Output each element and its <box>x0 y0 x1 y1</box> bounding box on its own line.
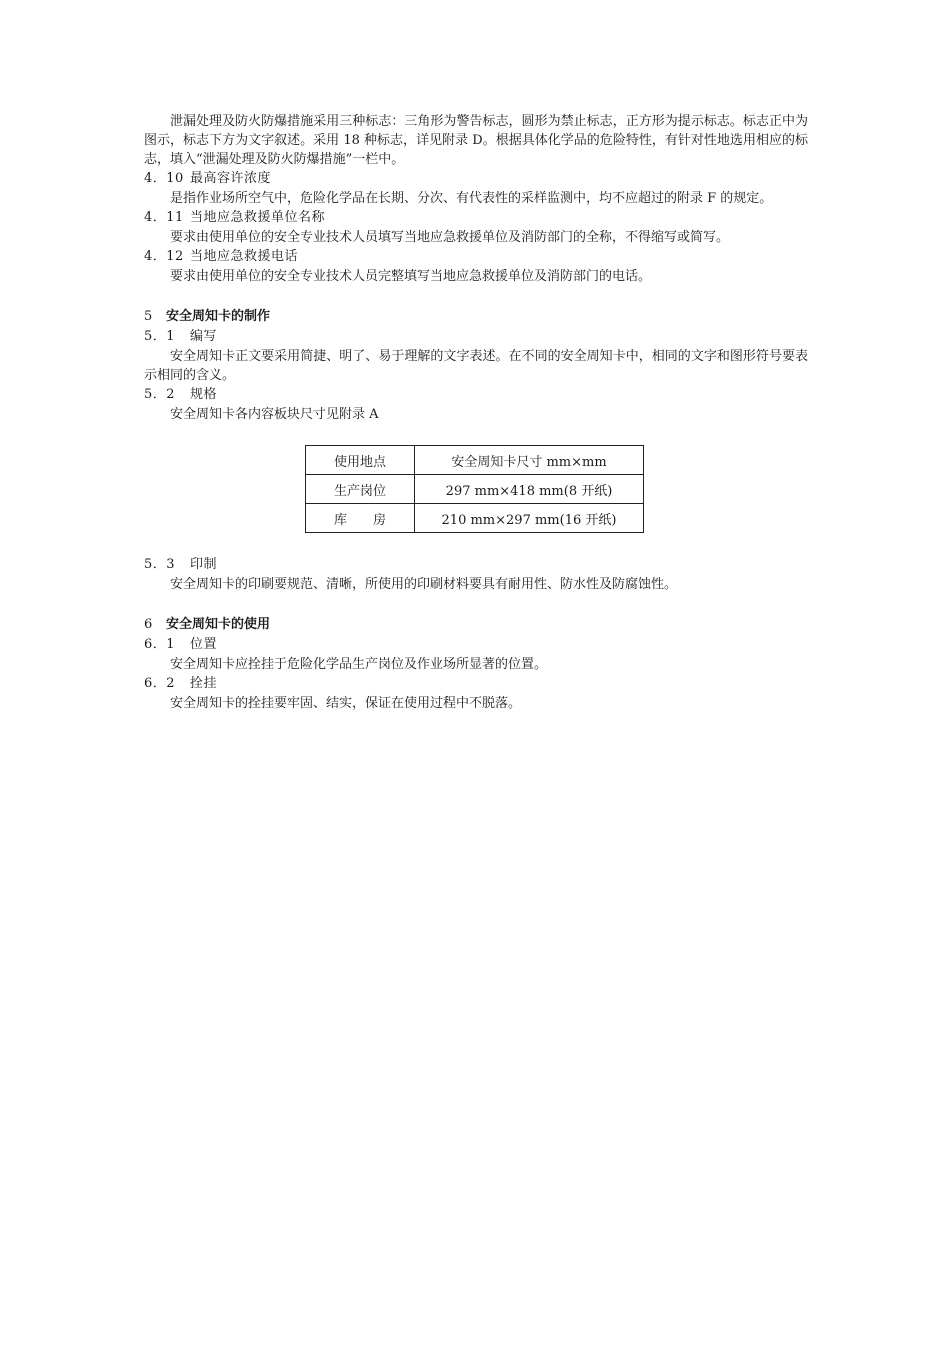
paragraph-5-2: 安全周知卡各内容板块尺寸见附录 A <box>170 407 379 422</box>
paragraph-4-12: 要求由使用单位的安全专业技术人员完整填写当地应急救援单位及消防部门的电话。 <box>170 269 652 284</box>
subsection-title: 位置 <box>190 637 218 652</box>
paragraph-4-11: 要求由使用单位的安全专业技术人员填写当地应急救援单位及消防部门的全称，不得缩写或简写。 <box>170 230 730 245</box>
paragraph-5-3: 安全周知卡的印刷要规范、清晰，所使用的印刷材料要具有耐用性、防水性及防腐蚀性。 <box>170 577 678 592</box>
subsection-5-2-heading <box>144 385 808 405</box>
subsection-number: 6．1 <box>144 637 176 652</box>
section-title: 安全周知卡的制作 <box>166 309 271 324</box>
subsection-title: 当地应急救援单位名称 <box>190 210 326 225</box>
table-cell: 210 mm×297 mm(16 开纸) <box>415 504 644 533</box>
subsection-4-11-heading <box>144 208 808 228</box>
subsection-title: 拴挂 <box>190 676 218 691</box>
paragraph-6-2: 安全周知卡的拴挂要牢固、结实，保证在使用过程中不脱落。 <box>170 696 522 711</box>
paragraph-4-10: 是指作业场所空气中，危险化学品在长期、分次、有代表性的采样监测中，均不应超过的附录 F 的规定。 <box>170 191 773 206</box>
subsection-4-12-heading <box>144 247 808 267</box>
paragraph-leak-signs: 泄漏处理及防火防爆措施采用三种标志：三角形为警告标志，圆形为禁止标志，正方形为提示标志。标志正中为图示，标志下方为文字叙述。采用 18 种标志，详见附录 D。根据具体化学品的危险特性，有针对性地选用相应的标志，填入“泄漏处理及防火防爆措施”一栏中。 <box>144 114 808 167</box>
subsection-6-2-heading <box>144 674 808 694</box>
paragraph-5-1: 安全周知卡正文要采用简捷、明了、易于理解的文字表述。在不同的安全周知卡中，相同的文字和图形符号要表示相同的含义。 <box>144 349 808 383</box>
subsection-number: 4．11 <box>144 210 184 225</box>
subsection-number: 5．3 <box>144 557 176 572</box>
subsection-5-1-heading <box>144 327 808 347</box>
table-cell: 297 mm×418 mm(8 开纸) <box>415 475 644 504</box>
table-cell: 库 房 <box>306 504 415 533</box>
section-number: 6 <box>144 617 153 632</box>
table-header-cell: 使用地点 <box>306 446 415 475</box>
subsection-4-10-heading <box>144 169 808 189</box>
subsection-number: 5．1 <box>144 329 176 344</box>
subsection-number: 5．2 <box>144 387 176 402</box>
subsection-title: 当地应急救援电话 <box>190 249 299 264</box>
subsection-5-3-heading <box>144 555 808 575</box>
subsection-number: 6．2 <box>144 676 176 691</box>
document-body <box>144 112 808 713</box>
section-5-heading <box>144 307 808 327</box>
table-header-row <box>306 446 644 475</box>
section-number: 5 <box>144 309 153 324</box>
subsection-title: 编写 <box>190 329 218 344</box>
section-6-heading <box>144 615 808 635</box>
subsection-title: 规格 <box>190 387 218 402</box>
subsection-title: 最高容许浓度 <box>190 171 272 186</box>
table-header-cell: 安全周知卡尺寸 mm×mm <box>415 446 644 475</box>
paragraph-6-1: 安全周知卡应拴挂于危险化学品生产岗位及作业场所显著的位置。 <box>170 657 548 672</box>
table-row <box>306 504 644 533</box>
table-row <box>306 475 644 504</box>
subsection-6-1-heading <box>144 635 808 655</box>
subsection-title: 印制 <box>190 557 218 572</box>
card-size-table <box>305 445 644 533</box>
table-cell: 生产岗位 <box>306 475 415 504</box>
subsection-number: 4．10 <box>144 171 184 186</box>
subsection-number: 4．12 <box>144 249 184 264</box>
section-title: 安全周知卡的使用 <box>166 617 271 632</box>
